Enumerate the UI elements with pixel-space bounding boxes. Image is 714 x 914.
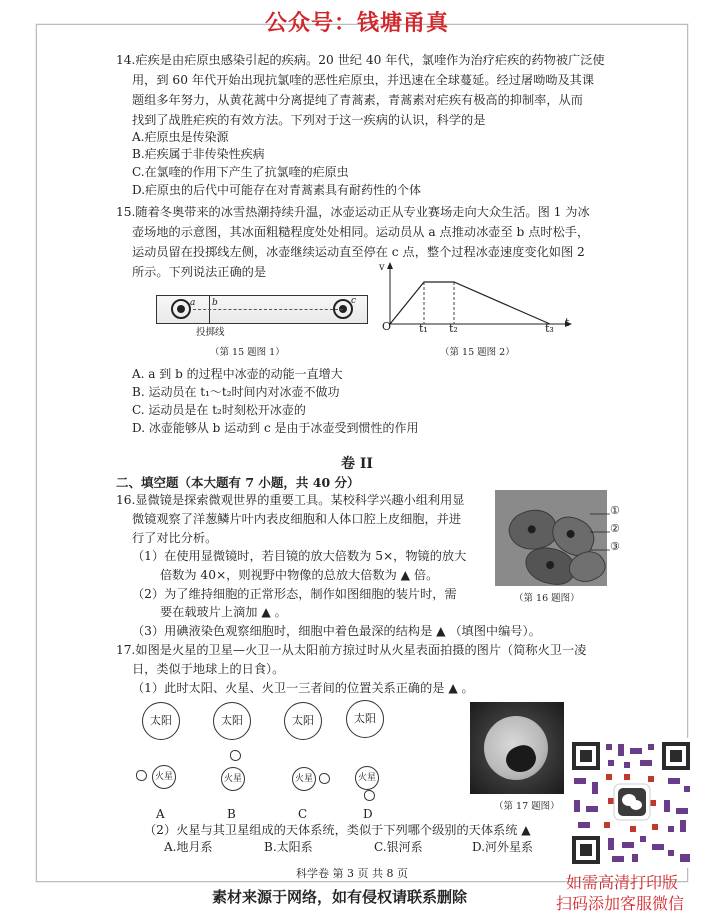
q14-option-a: A.疟原虫是传染源 — [132, 130, 229, 144]
q15-line-1: 15.随着冬奥带来的冰雪热潮持续升温，冰壶运动正从专业赛场走向大众生活。图 1 为冰 — [116, 205, 590, 219]
q14-line-4: 找到了战胜疟疾的有效方法。下列对于这一疾病的认识，科学的是 — [132, 113, 486, 127]
t1-label: t₁ — [419, 322, 428, 335]
curling-track-diagram — [156, 295, 368, 324]
page-number-info: 科学卷 第 3 页 共 8 页 — [296, 867, 408, 880]
path-line — [193, 309, 343, 310]
q15-option-d: D. 冰壶能够从 b 运动到 c 是由于冰壶受到惯性的作用 — [132, 421, 419, 435]
q14-option-d: D.疟原虫的后代中可能存在对青蒿素具有耐药性的个体 — [132, 183, 422, 197]
sun-circle-b: 太阳 — [213, 702, 251, 740]
q17-option-c: C.银河系 — [374, 840, 423, 854]
point-b-label: b — [212, 298, 218, 308]
q16-line-2: 微镜观察了洋葱鳞片叶内表皮细胞和人体口腔上皮细胞，并进 — [132, 512, 462, 526]
micro-label-2: ② — [610, 522, 620, 535]
moon-a — [136, 770, 147, 781]
volume-2-title: 卷 II — [341, 456, 373, 472]
q17-part-1: （1）此时太阳、火星、火卫一三者间的位置关系正确的是 ▲ 。 — [132, 681, 474, 695]
q16-part-2a: （2）为了维持细胞的正常形态，制作如图细胞的装片时，需 — [132, 587, 457, 601]
q17-option-b: B.太阳系 — [264, 840, 313, 854]
source-disclaimer: 素材来源于网络，如有侵权请联系删除 — [212, 888, 468, 906]
phobos-transit-photo — [470, 702, 564, 794]
section-2-title: 二、填空题（本大题有 7 小题，共 40 分） — [116, 475, 360, 490]
q14-line-1: 14.疟疾是由疟原虫感染引起的疾病。20 世纪 40 年代，氯喹作为治疗疟疾的药物被广泛使 — [116, 53, 605, 67]
q14-line-2: 用，到 60 年代开始出现抗氯喹的恶性疟原虫，并迅速在全球蔓延。经过屠呦呦及其课 — [132, 73, 595, 87]
q15-option-c: C. 运动员是在 t₂时刻松开冰壶的 — [132, 403, 306, 417]
fig17-caption: （第 17 题图） — [494, 801, 560, 812]
q16-line-3: 行了对比分析。 — [132, 531, 218, 545]
micro-label-1: ① — [610, 504, 620, 517]
choice-label-d: D — [363, 807, 373, 821]
q16-line-1: 16.显微镜是探索微观世界的重要工具。某校科学兴趣小组利用显 — [116, 493, 465, 507]
qr-note-wechat: 扫码添加客服微信 — [556, 894, 685, 913]
mars-circle-d: 火星 — [355, 766, 379, 790]
q17-option-d: D.河外星系 — [472, 840, 534, 854]
q15-option-a: A. a 到 b 的过程中冰壶的动能一直增大 — [132, 367, 343, 381]
q17-part-2: （2）火星与其卫星组成的天体系统，类似于下列哪个级别的天体系统 ▲ — [144, 823, 531, 837]
q14-option-b: B.疟疾属于非传染性疾病 — [132, 147, 265, 161]
choice-label-c: C — [298, 807, 308, 821]
throw-line-label: 投掷线 — [196, 327, 225, 338]
cell-nucleus — [565, 529, 575, 539]
moon-c — [319, 773, 330, 784]
sun-circle-c: 太阳 — [284, 702, 322, 740]
t2-label: t₂ — [449, 322, 458, 335]
velocity-curve — [390, 282, 550, 324]
q15-option-b: B. 运动员在 t₁～t₂时间内对冰壶不做功 — [132, 385, 340, 399]
q15-line-3: 运动员留在投掷线左侧，冰壶继续运动直至停在 c 点，整个过程冰壶速度变化如图 2 — [132, 245, 585, 259]
fig15-1-caption: （第 15 题图 1） — [210, 347, 285, 358]
cell-nucleus — [527, 524, 537, 534]
v-axis-label: v — [379, 262, 385, 273]
q16-part-1a: （1）在使用显微镜时，若目镜的放大倍数为 5×，物镜的放大 — [132, 549, 467, 563]
choice-label-b: B — [227, 807, 236, 821]
micro-leader-lines — [590, 508, 612, 558]
target-house-left — [171, 299, 191, 319]
q16-part-2b: 要在载玻片上滴加 ▲ 。 — [160, 605, 287, 619]
q14-line-3: 题组多年努力，从黄花蒿中分离提纯了青蒿素，青蒿素对疟疾有极高的抑制率，从而 — [132, 93, 583, 107]
q15-line-4: 所示。下列说法正确的是 — [132, 265, 267, 279]
mars-circle-b: 火星 — [221, 767, 245, 791]
moon-b — [230, 750, 241, 761]
page-header-title: 公众号：钱塘甬真 — [264, 11, 449, 36]
cell-nucleus — [546, 560, 555, 569]
q16-part-1b: 倍数为 40×，则视野中物像的总放大倍数为 ▲ 倍。 — [160, 568, 439, 582]
micro-label-3: ③ — [610, 540, 620, 553]
sun-circle-d: 太阳 — [346, 700, 384, 738]
qr-note-print: 如需高清打印版 — [566, 873, 679, 892]
q15-line-2: 壶场地的示意图，其冰面粗糙程度处处相同。运动员从 a 点推动冰壶至 b 点时松手， — [132, 225, 590, 239]
t-axis-label: t — [565, 316, 570, 329]
moon-d — [364, 790, 375, 801]
mars-circle-a: 火星 — [152, 765, 176, 789]
t3-label: t₃ — [545, 322, 554, 335]
q17-line-2: 日，类似于地球上的日食）。 — [132, 662, 285, 676]
choice-label-a: A — [156, 807, 165, 821]
sun-circle-a: 太阳 — [142, 702, 180, 740]
q17-option-a: A.地月系 — [164, 840, 213, 854]
v-axis-arrow — [387, 262, 393, 269]
origin-label: O — [382, 320, 392, 333]
q17-line-1: 17.如图是火星的卫星—火卫一从太阳前方掠过时从火星表面拍摄的图片（简称火卫一凌 — [116, 643, 587, 657]
wechat-qr-code[interactable] — [568, 738, 694, 868]
q16-part-3: （3）用碘液染色观察细胞时，细胞中着色最深的结构是 ▲ （填图中编号）。 — [132, 624, 541, 638]
point-a-label: a — [190, 298, 196, 308]
point-c-label: c — [351, 296, 357, 306]
q14-option-c: C.在氯喹的作用下产生了抗氯喹的疟原虫 — [132, 165, 349, 179]
fig15-2-caption: （第 15 题图 2） — [440, 347, 515, 358]
fig16-caption: （第 16 题图） — [514, 593, 580, 604]
mars-circle-c: 火星 — [292, 767, 316, 791]
